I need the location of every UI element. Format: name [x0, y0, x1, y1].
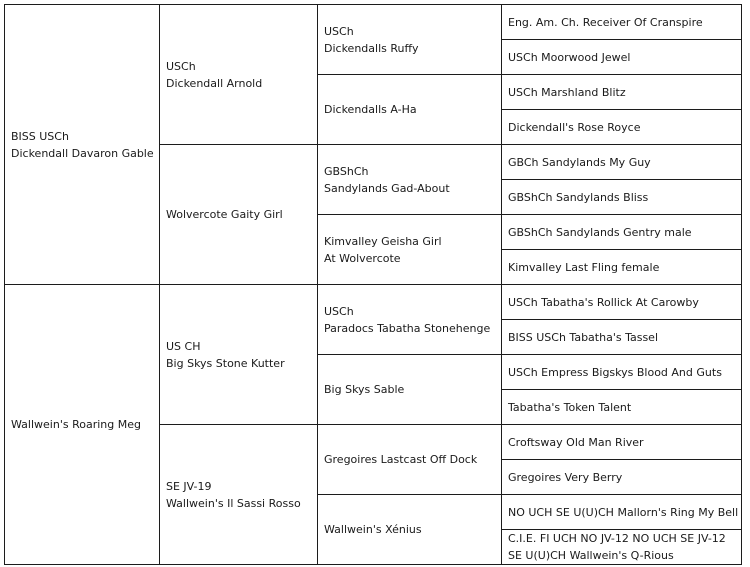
ggp-cell-6 [318, 355, 502, 425]
gggp-cell-13 [502, 425, 742, 460]
ggp-8-name: Wallwein's Xénius [324, 523, 422, 536]
gggp-16-name-line2: SE U(U)CH Wallwein's Q-Rious [508, 549, 674, 562]
ggp-5-title: USCh [324, 304, 354, 318]
paternal-grandsire-cell [160, 5, 318, 145]
gggp-cell-2 [502, 40, 742, 75]
maternal-granddam-name: Wallwein's Il Sassi Rosso [166, 496, 301, 510]
gggp-7-name: GBShCh Sandylands Gentry male [508, 225, 692, 239]
gggp-9-name: USCh Tabatha's Rollick At Carowby [508, 295, 699, 309]
sire-cell [5, 5, 160, 285]
gggp-4-name: Dickendall's Rose Royce [508, 120, 641, 134]
gggp-11-name: USCh Empress Bigskys Blood And Guts [508, 365, 722, 379]
dam-name: Wallwein's Roaring Meg [11, 418, 141, 431]
gggp-cell-1 [502, 5, 742, 40]
dam-cell [5, 285, 160, 565]
pedigree-chart [4, 4, 742, 565]
paternal-grandsire-name: Dickendall Arnold [166, 76, 263, 90]
ggp-cell-1 [318, 5, 502, 75]
gggp-cell-7 [502, 215, 742, 250]
ggp-cell-2 [318, 75, 502, 145]
maternal-granddam-cell [160, 425, 318, 565]
gggp-cell-4 [502, 110, 742, 145]
ggp-3-title: GBShCh [324, 164, 369, 178]
ggp-4-name-line2: At Wolvercote [324, 251, 401, 265]
gggp-cell-9 [502, 285, 742, 320]
gggp-cell-14 [502, 460, 742, 495]
sire-title: BISS USCh [11, 129, 69, 143]
ggp-2-name: Dickendalls A-Ha [324, 103, 417, 116]
ggp-5-name: Paradocs Tabatha Stonehenge [324, 321, 491, 335]
ggp-cell-4 [318, 215, 502, 285]
gggp-15-name: NO UCH SE U(U)CH Mallorn's Ring My Bell [508, 505, 739, 519]
ggp-cell-8 [318, 495, 502, 565]
gggp-1-name: Eng. Am. Ch. Receiver Of Cranspire [508, 15, 703, 29]
ggp-cell-7 [318, 425, 502, 495]
paternal-granddam-name: Wolvercote Gaity Girl [166, 208, 283, 221]
gggp-cell-8 [502, 250, 742, 285]
gggp-5-name: GBCh Sandylands My Guy [508, 155, 651, 169]
ggp-7-name: Gregoires Lastcast Off Dock [324, 453, 478, 466]
gggp-10-name: BISS USCh Tabatha's Tassel [508, 330, 658, 344]
gggp-cell-5 [502, 145, 742, 180]
paternal-granddam-cell [160, 145, 318, 285]
gggp-cell-12 [502, 390, 742, 425]
gggp-3-name: USCh Marshland Blitz [508, 85, 626, 99]
gggp-8-name: Kimvalley Last Fling female [508, 260, 660, 274]
ggp-cell-5 [318, 285, 502, 355]
gggp-cell-15 [502, 495, 742, 530]
gggp-cell-3 [502, 75, 742, 110]
gggp-14-name: Gregoires Very Berry [508, 470, 623, 484]
gggp-13-name: Croftsway Old Man River [508, 435, 644, 449]
maternal-granddam-title: SE JV-19 [166, 479, 212, 493]
ggp-1-title: USCh [324, 24, 354, 38]
ggp-6-name: Big Skys Sable [324, 383, 405, 396]
maternal-grandsire-cell [160, 285, 318, 425]
gggp-cell-16 [502, 530, 742, 565]
gggp-12-name: Tabatha's Token Talent [508, 400, 632, 414]
gggp-cell-6 [502, 180, 742, 215]
ggp-1-name: Dickendalls Ruffy [324, 41, 419, 55]
pedigree-table [4, 4, 742, 565]
sire-name: Dickendall Davaron Gable [11, 146, 154, 160]
ggp-3-name: Sandylands Gad-About [324, 181, 450, 195]
maternal-grandsire-name: Big Skys Stone Kutter [166, 356, 285, 370]
paternal-grandsire-title: USCh [166, 59, 196, 73]
gggp-2-name: USCh Moorwood Jewel [508, 50, 631, 64]
maternal-grandsire-title: US CH [166, 339, 201, 353]
gggp-6-name: GBShCh Sandylands Bliss [508, 190, 649, 204]
gggp-cell-11 [502, 355, 742, 390]
gggp-16-name-line1: C.I.E. FI UCH NO JV-12 NO UCH SE JV-12 [508, 532, 726, 545]
ggp-cell-3 [318, 145, 502, 215]
gggp-cell-10 [502, 320, 742, 355]
ggp-4-name-line1: Kimvalley Geisha Girl [324, 234, 442, 248]
